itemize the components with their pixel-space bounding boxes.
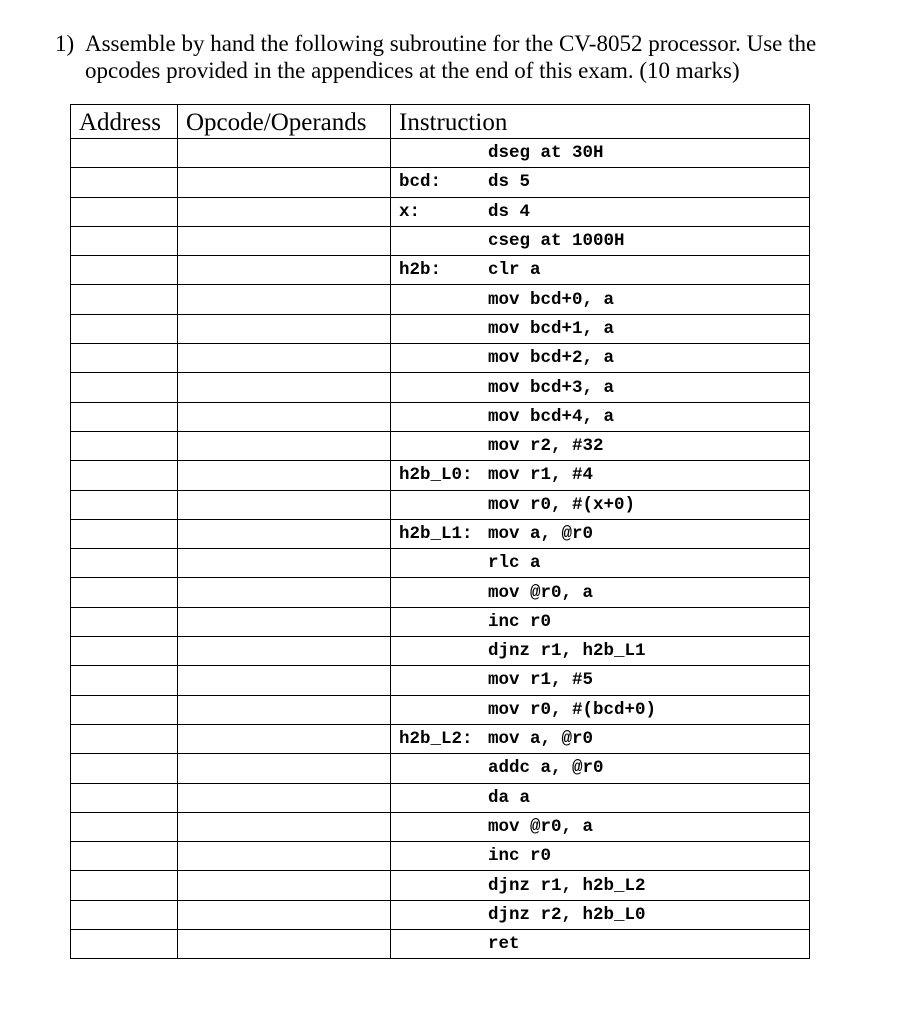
instruction-label: [391, 231, 488, 251]
instruction-cell: [391, 549, 810, 578]
instruction-line: [391, 700, 809, 720]
table-row: [71, 783, 810, 812]
table-row: [71, 930, 810, 959]
instruction-cell: [391, 256, 810, 285]
table-row: [71, 607, 810, 636]
instruction-label: [391, 319, 488, 339]
instruction-code: mov bcd+0, a: [488, 289, 615, 310]
address-cell[interactable]: [71, 607, 178, 636]
instruction-line: [391, 495, 809, 515]
address-cell[interactable]: [71, 783, 178, 812]
instruction-cell: [391, 930, 810, 959]
instruction-code: djnz r2, h2b_L0: [488, 904, 646, 925]
instruction-label: [391, 436, 488, 456]
instruction-label: [391, 143, 488, 163]
opcode-operands-cell[interactable]: [178, 549, 391, 578]
instruction-label: [391, 407, 488, 427]
opcode-operands-cell[interactable]: [178, 812, 391, 841]
instruction-code: ret: [488, 934, 520, 955]
instruction-label: [391, 553, 488, 573]
instruction-cell: [391, 139, 810, 168]
instruction-label: [391, 905, 488, 925]
address-cell[interactable]: [71, 461, 178, 490]
table-row: [71, 519, 810, 548]
instruction-label: bcd:: [399, 172, 442, 193]
table-row: [71, 285, 810, 314]
instruction-cell: [391, 783, 810, 812]
instruction-line: [391, 553, 809, 573]
instruction-code: inc r0: [488, 846, 552, 867]
opcode-operands-cell[interactable]: [178, 666, 391, 695]
instruction-line: [391, 290, 809, 310]
opcode-operands-cell[interactable]: [178, 168, 391, 197]
table-row: [71, 637, 810, 666]
address-cell[interactable]: [71, 373, 178, 402]
instruction-line: [391, 465, 809, 485]
instruction-code: mov r1, #4: [488, 465, 594, 486]
question-prompt: [55, 30, 875, 84]
instruction-cell: [391, 519, 810, 548]
table-row: [71, 549, 810, 578]
instruction-line: [391, 876, 809, 896]
table-row: [71, 461, 810, 490]
instruction-code: da a: [488, 787, 531, 808]
instruction-line: [391, 319, 809, 339]
instruction-label: [391, 378, 488, 398]
question-text: Assemble by hand the following subroutine for the CV-8052 processor. Use the opcodes provided in the appendices at the end of this exam. (10 marks): [85, 31, 817, 83]
opcode-operands-cell[interactable]: [178, 490, 391, 519]
instruction-line: [391, 905, 809, 925]
instruction-label: [391, 846, 488, 866]
address-cell[interactable]: [71, 637, 178, 666]
opcode-operands-cell[interactable]: [178, 900, 391, 929]
instruction-code: djnz r1, h2b_L1: [488, 641, 646, 662]
instruction-code: mov r2, #32: [488, 436, 604, 457]
instruction-label: [391, 670, 488, 690]
instruction-code: mov r1, #5: [488, 670, 594, 691]
instruction-code: mov a, @r0: [488, 524, 594, 544]
address-cell[interactable]: [71, 754, 178, 783]
address-cell[interactable]: [71, 519, 178, 548]
instruction-cell: [391, 842, 810, 871]
instruction-code: rlc a: [488, 553, 541, 574]
opcode-operands-cell[interactable]: [178, 724, 391, 753]
instruction-line: [391, 260, 809, 280]
address-cell[interactable]: [71, 930, 178, 959]
instruction-line: [391, 172, 809, 192]
instruction-code: inc r0: [488, 611, 552, 632]
instruction-cell: [391, 695, 810, 724]
instruction-code: mov bcd+4, a: [488, 406, 615, 427]
table-row: [71, 812, 810, 841]
table-row: [71, 578, 810, 607]
instruction-line: [391, 670, 809, 690]
instruction-label: [391, 817, 488, 837]
opcode-operands-cell[interactable]: [178, 344, 391, 373]
instruction-cell: [391, 285, 810, 314]
address-cell[interactable]: [71, 549, 178, 578]
instruction-cell: [391, 197, 810, 226]
opcode-operands-cell[interactable]: [178, 431, 391, 460]
instruction-code: mov bcd+3, a: [488, 377, 615, 398]
address-cell[interactable]: [71, 314, 178, 343]
instruction-label: [391, 583, 488, 603]
instruction-line: [391, 583, 809, 603]
table-row: [71, 666, 810, 695]
address-cell[interactable]: [71, 168, 178, 197]
instruction-cell: [391, 461, 810, 490]
instruction-cell: [391, 607, 810, 636]
address-cell[interactable]: [71, 724, 178, 753]
opcode-operands-cell[interactable]: [178, 461, 391, 490]
instruction-cell: [391, 578, 810, 607]
instruction-line: [391, 729, 809, 749]
instruction-label: [391, 700, 488, 720]
opcode-operands-cell[interactable]: [178, 519, 391, 548]
table-row: [71, 226, 810, 255]
opcode-operands-cell[interactable]: [178, 256, 391, 285]
instruction-cell: [391, 900, 810, 929]
instruction-line: [391, 788, 809, 808]
opcode-operands-cell[interactable]: [178, 197, 391, 226]
instruction-label: [391, 788, 488, 808]
opcode-operands-cell[interactable]: [178, 871, 391, 900]
instruction-cell: [391, 402, 810, 431]
address-cell[interactable]: [71, 139, 178, 168]
opcode-operands-cell[interactable]: [178, 226, 391, 255]
opcode-operands-cell[interactable]: [178, 402, 391, 431]
header-address: Address: [71, 105, 178, 139]
instruction-cell: [391, 431, 810, 460]
instruction-label: h2b_L2:: [399, 729, 473, 750]
opcode-operands-cell[interactable]: [178, 139, 391, 168]
instruction-label: h2b_L1:: [399, 524, 473, 544]
table-row: [71, 402, 810, 431]
instruction-label: [391, 934, 488, 954]
opcode-operands-cell[interactable]: [178, 930, 391, 959]
opcode-operands-cell[interactable]: [178, 637, 391, 666]
opcode-operands-cell[interactable]: [178, 373, 391, 402]
opcode-operands-cell[interactable]: [178, 783, 391, 812]
instruction-label: [391, 758, 488, 778]
table-row: [71, 871, 810, 900]
address-cell[interactable]: [71, 871, 178, 900]
table-row: [71, 490, 810, 519]
instruction-code: mov bcd+2, a: [488, 348, 615, 369]
instruction-line: [391, 817, 809, 837]
instruction-label: x:: [399, 201, 421, 222]
table-row: [71, 724, 810, 753]
table-header-row: [71, 105, 810, 139]
opcode-operands-cell[interactable]: [178, 578, 391, 607]
instruction-cell: [391, 226, 810, 255]
instruction-code: mov @r0, a: [488, 582, 594, 603]
instruction-line: [391, 934, 809, 954]
address-cell[interactable]: [71, 431, 178, 460]
instruction-line: [391, 641, 809, 661]
instruction-line: [391, 378, 809, 398]
instruction-label: [391, 612, 488, 632]
instruction-line: [391, 846, 809, 866]
instruction-code: clr a: [488, 260, 541, 281]
address-cell[interactable]: [71, 490, 178, 519]
instruction-cell: [391, 490, 810, 519]
instruction-line: [391, 612, 809, 632]
address-cell[interactable]: [71, 226, 178, 255]
instruction-code: cseg at 1000H: [488, 231, 625, 252]
instruction-code: djnz r1, h2b_L2: [488, 875, 646, 896]
instruction-label: [391, 876, 488, 896]
instruction-code: ds 4: [488, 201, 531, 222]
instruction-label: h2b:: [399, 260, 442, 281]
instruction-cell: [391, 724, 810, 753]
instruction-line: [391, 436, 809, 456]
address-cell[interactable]: [71, 344, 178, 373]
instruction-line: [391, 231, 809, 251]
instruction-line: [391, 348, 809, 368]
opcode-operands-cell[interactable]: [178, 607, 391, 636]
question-number: 1): [55, 31, 75, 56]
table-row: [71, 900, 810, 929]
table-row: [71, 373, 810, 402]
instruction-line: [391, 202, 809, 222]
table-row: [71, 431, 810, 460]
instruction-label: [391, 290, 488, 310]
address-cell[interactable]: [71, 842, 178, 871]
header-instruction: Instruction: [391, 105, 810, 139]
instruction-cell: [391, 344, 810, 373]
instruction-cell: [391, 637, 810, 666]
header-opcode-operands: Opcode/Operands: [178, 105, 391, 139]
opcode-operands-cell[interactable]: [178, 314, 391, 343]
opcode-operands-cell[interactable]: [178, 285, 391, 314]
instruction-label: [391, 495, 488, 515]
table-row: [71, 314, 810, 343]
instruction-code: mov bcd+1, a: [488, 318, 615, 339]
opcode-operands-cell[interactable]: [178, 754, 391, 783]
table-row: [71, 256, 810, 285]
assembly-table: [70, 104, 810, 959]
address-cell[interactable]: [71, 900, 178, 929]
table-row: [71, 197, 810, 226]
address-cell[interactable]: [71, 256, 178, 285]
address-cell[interactable]: [71, 695, 178, 724]
instruction-cell: [391, 314, 810, 343]
address-cell[interactable]: [71, 197, 178, 226]
instruction-label: h2b_L0:: [399, 465, 473, 486]
table-row: [71, 344, 810, 373]
instruction-cell: [391, 754, 810, 783]
opcode-operands-cell[interactable]: [178, 842, 391, 871]
instruction-code: mov r0, #(bcd+0): [488, 699, 657, 720]
instruction-line: [391, 758, 809, 778]
instruction-code: mov @r0, a: [488, 816, 594, 837]
instruction-cell: [391, 373, 810, 402]
instruction-label: [391, 641, 488, 661]
address-cell[interactable]: [71, 402, 178, 431]
table-row: [71, 842, 810, 871]
table-row: [71, 168, 810, 197]
instruction-cell: [391, 666, 810, 695]
table-row: [71, 695, 810, 724]
instruction-code: ds 5: [488, 172, 531, 193]
instruction-cell: [391, 812, 810, 841]
address-cell[interactable]: [71, 285, 178, 314]
instruction-line: [391, 407, 809, 427]
table-row: [71, 754, 810, 783]
opcode-operands-cell[interactable]: [178, 695, 391, 724]
instruction-code: addc a, @r0: [488, 758, 604, 779]
address-cell[interactable]: [71, 666, 178, 695]
instruction-code: mov a, @r0: [488, 729, 594, 750]
instruction-cell: [391, 168, 810, 197]
instruction-code: dseg at 30H: [488, 143, 604, 164]
instruction-line: [391, 524, 809, 544]
instruction-code: mov r0, #(x+0): [488, 494, 636, 515]
address-cell[interactable]: [71, 578, 178, 607]
address-cell[interactable]: [71, 812, 178, 841]
instruction-line: [391, 143, 809, 163]
instruction-label: [391, 348, 488, 368]
instruction-cell: [391, 871, 810, 900]
table-row: [71, 139, 810, 168]
